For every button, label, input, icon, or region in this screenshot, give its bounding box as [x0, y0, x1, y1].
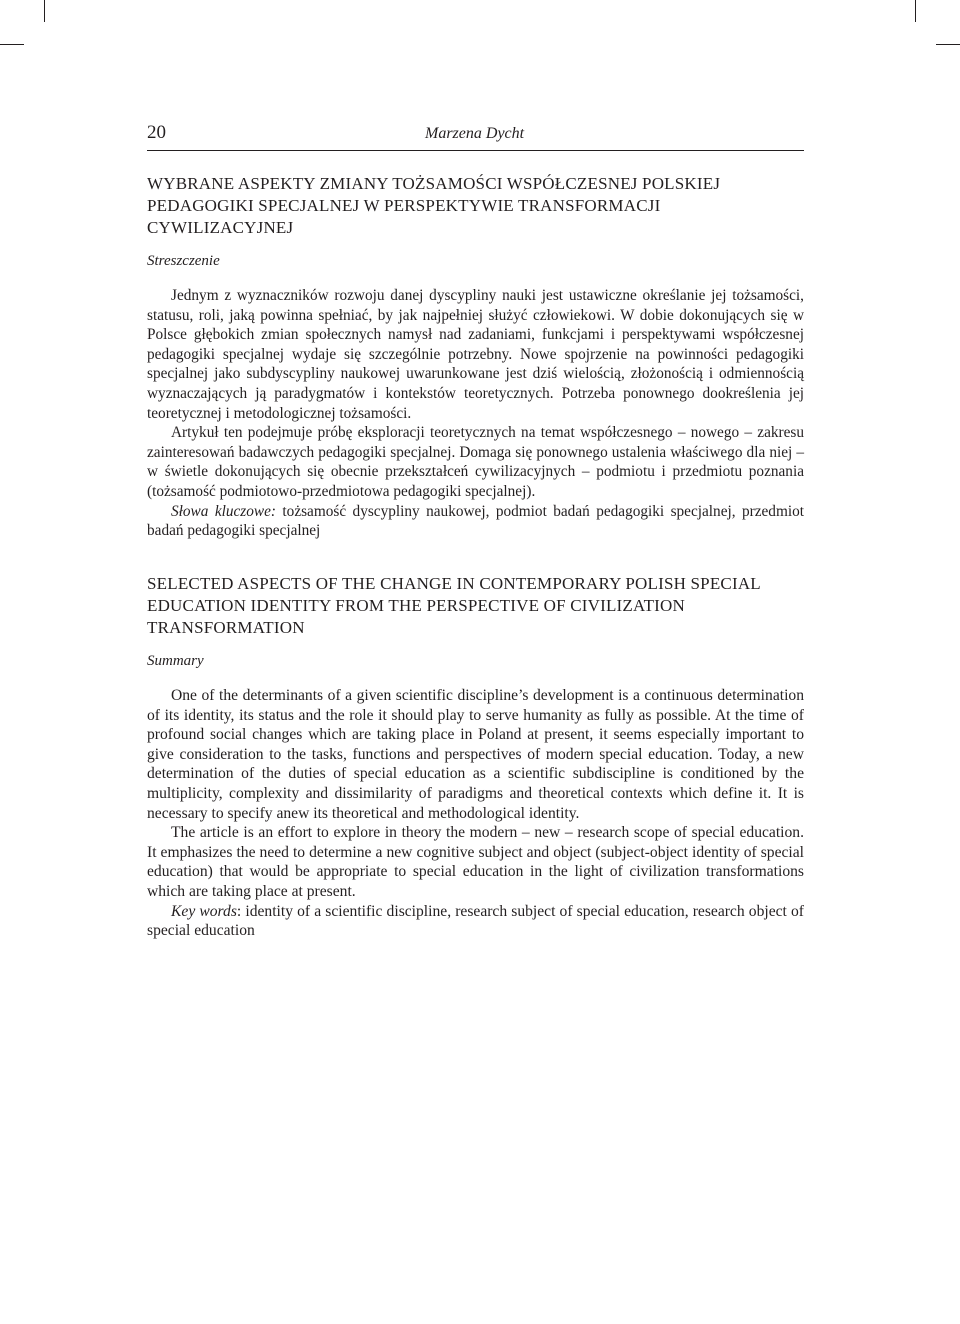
english-title: SELECTED ASPECTS OF THE CHANGE IN CONTEMPORARY POLISH SPECIAL EDUCATION IDENTITY FROM THE PERSPECTIVE OF CIVILIZATION TRANSFORMATION	[147, 574, 761, 637]
english-summary-body	[147, 686, 804, 941]
running-author: Marzena Dycht	[425, 125, 525, 142]
crop-mark	[0, 44, 24, 45]
english-summary-label: Summary	[147, 653, 204, 669]
crop-mark	[44, 0, 45, 22]
english-keywords	[147, 902, 804, 941]
english-paragraph: One of the determinants of a given scientific discipline’s development is a continuous determination of its identity, its status and the role it should play to serve humanity as fully as possible. At the time of profound social changes which are taking place in Poland at present, it seems especially important to give consideration to the tasks, functions and perspectives of modern special education. Today, a new determination of the duties of special education as a scientific subdiscipline is conditioned by the multiplicity, complexity and dissimilarity of paradigms and theoretical contexts which define it. It is necessary to specify anew its theoretical and methodological identity.	[147, 687, 804, 822]
polish-keywords-text: tożsamość dyscypliny naukowej, podmiot badań pedagogiki specjalnej, przedmiot badań pedagogiki specjalnej	[147, 502, 805, 540]
english-paragraph: The article is an effort to explore in theory the modern – new – research scope of special education. It emphasizes the need to determine a new cognitive subject and object (subject-object identity of special education) that would be appropriate to special education in the light of civilization transformations which are taking place at present.	[147, 824, 804, 900]
polish-title: WYBRANE ASPEKTY ZMIANY TOŻSAMOŚCI WSPÓŁCZESNEJ POLSKIEJ PEDAGOGIKI SPECJALNEJ W PERSPEKTYWIE TRANSFORMACJI CYWILIZACYJNEJ	[147, 174, 721, 237]
running-header	[147, 120, 804, 151]
english-keywords-text: : identity of a scientific discipline, research subject of special education, research object of special education	[147, 902, 804, 940]
polish-keywords	[147, 502, 804, 541]
polish-paragraph: Jednym z wyznaczników rozwoju danej dyscypliny nauki jest ustawiczne określanie jej tożsamości, statusu, roli, jaką powinna spełniać, by jak najpełniej służyć człowiekowi. W dobie dokonujących się w Polsce głębokich zmian społecznych namysł nad zadaniami, funkcjami i perspektywami współczesnej pedagogiki specjalnej wydaje się szczególnie potrzebny. Nowe spojrzenie na powinności pedagogiki specjalnej jako subdyscypliny naukowej uwarunkowane jest dziś wielością, złożonością i odmiennością wyznaczających ją paradygmatów i kontekstów teoretycznych. Potrzeba ponownego dookreślenia jej teoretycznej i metodologicznej tożsamości.	[147, 287, 804, 422]
english-keywords-label: Key words	[171, 902, 237, 920]
page-number: 20	[147, 122, 166, 143]
polish-abstract-body	[147, 286, 804, 541]
english-summary	[147, 573, 804, 941]
crop-mark	[915, 0, 916, 22]
polish-abstract	[147, 173, 804, 541]
polish-keywords-label: Słowa kluczowe:	[171, 502, 276, 520]
polish-paragraph: Artykuł ten podejmuje próbę eksploracji teoretycznych na temat współczesnego – nowego – zakresu zainteresowań badawczych pedagogiki specjalnej. Domaga się ponownego ustalenia właściwego dla niej – w świetle dokonujących się obecnie przekształceń cywilizacyjnych – podmiotu i przedmiotu poznania (tożsamość podmiotowo-przedmiotowa pedagogiki specjalnej).	[147, 424, 804, 500]
polish-abstract-label: Streszczenie	[147, 253, 220, 269]
page-body	[147, 120, 804, 541]
crop-mark	[936, 44, 960, 45]
